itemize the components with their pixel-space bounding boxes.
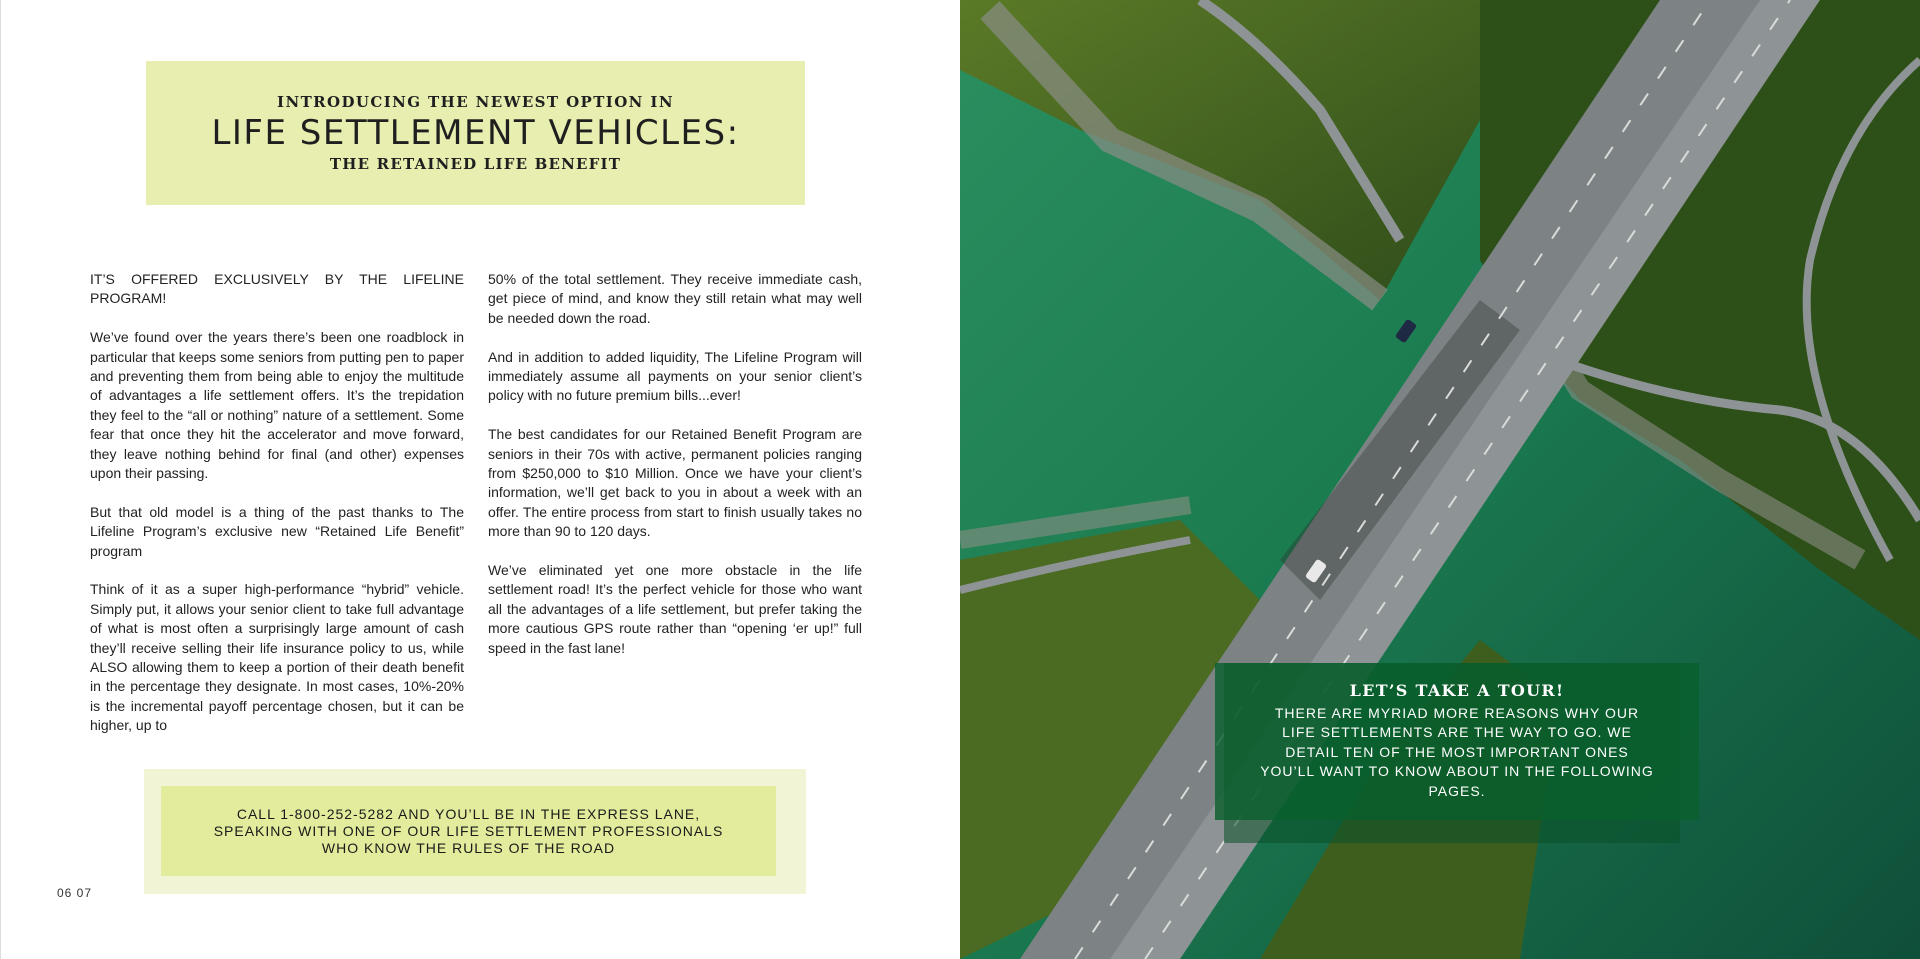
paragraph: 50% of the total settlement. They receive immediate cash, get piece of mind, and know they still retain what may well be needed down the road. [488,271,862,326]
tour-text: THERE ARE MYRIAD MORE REASONS WHY OUR LIFE SETTLEMENTS ARE THE WAY TO GO. WE DETAIL TEN OF THE MOST IMPORTANT ONES YOU’LL WANT TO KNOW ABOUT IN THE FOLLOWING PAGES. [1260,705,1654,799]
body-column-right [488,270,862,677]
paragraph: IT’S OFFERED EXCLUSIVELY BY THE LIFELINE PROGRAM! [90,271,464,307]
right-page [960,0,1920,959]
title-subline: THE RETAINED LIFE BENEFIT [329,155,622,173]
cta-callout [161,786,776,876]
paragraph: But that old model is a thing of the past thanks to The Lifeline Program’s exclusive new “Retained Life Benefit” program [90,503,464,559]
title-kicker: INTRODUCING THE NEWEST OPTION IN [277,93,674,111]
paragraph: We’ve found over the years there’s been one roadblock in particular that keeps some seniors from putting pen to paper and preventing them from being able to enjoy the multitude of advantages a life settlement offers. It’s the trepidation they feel to the “all or nothing” nature of a settlement. Some fear that once they hit the accelerator and move forward, they leave nothing behind for final (and other) expenses upon their passing. [90,329,464,482]
cta-line: WHO KNOW THE RULES OF THE ROAD [321,839,616,856]
tour-title: LET’S TAKE A TOUR! [1349,681,1565,700]
cta-line: CALL 1-800-252-5282 AND YOU’LL BE IN THE EXPRESS LANE, [236,805,701,822]
paragraph: We’ve eliminated yet one more obstacle in the life settlement road! It’s the perfect vehicle for those who want all the advantages of a life settlement, but prefer taking the more cautious GPS route rather than “opening ‘er up!” full speed in the fast lane! [488,562,862,656]
title-banner [146,61,805,205]
tour-callout [1215,663,1699,820]
page-numbers: 06 07 [57,886,93,900]
cta-line: SPEAKING WITH ONE OF OUR LIFE SETTLEMENT PROFESSIONALS [213,822,724,839]
paragraph: Think of it as a super high-performance “hybrid” vehicle. Simply put, it allows your senior client to take full advantage of what is most often a surprisingly large amount of cash they’ll receive selling their life insurance policy to us, while ALSO allowing them to keep a portion of their death benefit in the percentage they designate. In most cases, 10%-20% is the incremental payoff percentage chosen, but it can be higher, up to [90,581,464,734]
body-column-left [90,270,464,755]
paragraph: The best candidates for our Retained Benefit Program are seniors in their 70s with active, permanent policies ranging from $250,000 to $10 Million. Once we have your client’s information, we’ll get back to you in about a week with an offer. The entire process from start to finish usually takes no more than 90 to 120 days. [488,426,862,540]
page-title: LIFE SETTLEMENT VEHICLES: [211,113,740,153]
paragraph: And in addition to added liquidity, The Lifeline Program will immediately assume all payments on your senior client’s policy with no future premium bills...ever! [488,348,862,404]
